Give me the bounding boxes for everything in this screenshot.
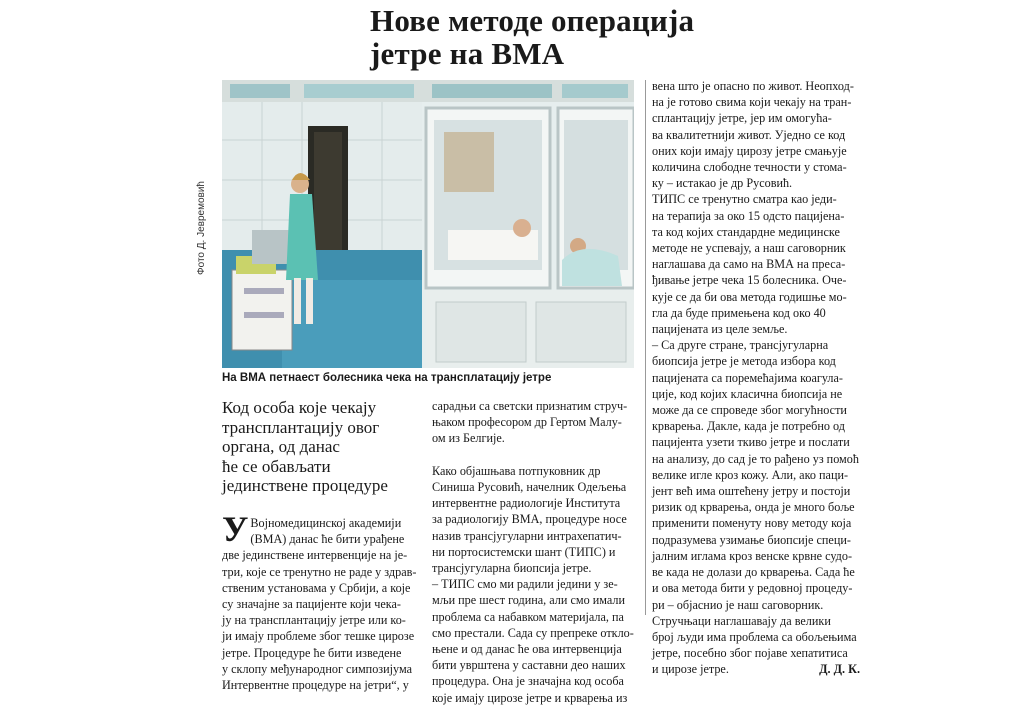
text-line: ризик од крварења, онда је много боље bbox=[652, 500, 855, 515]
text-line: крварења. Дакле, када је потребно од bbox=[652, 419, 845, 434]
text-line: – ТИПС смо ми радили једини у зе- bbox=[432, 577, 618, 592]
text-line: може да се спроведе због могућности bbox=[652, 403, 847, 418]
lead-line: органа, од данас bbox=[222, 437, 340, 456]
text-line: интервентне радиологије Института bbox=[432, 496, 621, 511]
text-line: три, које се тренутно не раде у здрав- bbox=[222, 564, 417, 579]
text-line: ва квалитетнији живот. Уједно се код bbox=[652, 127, 846, 142]
text-line: на анализу, до сад је то рађено уз помоћ bbox=[652, 451, 859, 466]
text-line: (ВМА) данас ће бити урађене bbox=[250, 532, 405, 547]
text-line: ји имају проблеме због тешке цирозе bbox=[222, 629, 415, 644]
text-line: назив трансјугуларни интрахепатич- bbox=[432, 528, 622, 543]
text-line: ственим установама у Србији, а које bbox=[222, 580, 411, 595]
drop-cap: У bbox=[222, 509, 249, 549]
body-column-1 bbox=[222, 509, 418, 693]
text-line: ни портосистемски шант (ТИПС) и bbox=[432, 544, 616, 559]
text-line: гла да буде примењена код око 40 bbox=[652, 305, 826, 320]
text-line: ције, код којих класична биопсија не bbox=[652, 386, 843, 401]
text-line: пацијената са поремећајима коагула- bbox=[652, 370, 843, 385]
author-signature: Д. Д. К. bbox=[819, 662, 860, 677]
text-line: њене и од данас ће ова интервенција bbox=[432, 642, 622, 657]
text-line bbox=[432, 447, 632, 463]
text-line: применити поменуту нову методу која bbox=[652, 516, 852, 531]
article-headline bbox=[370, 4, 700, 70]
text-line: које имају цирозе јетре и крварења из bbox=[432, 690, 628, 705]
lead-line: Код особа које чекају bbox=[222, 398, 377, 417]
text-line: ри – објаснио је наш саговорник. bbox=[652, 597, 824, 612]
text-line: Како објашњава потпуковник др bbox=[432, 463, 601, 478]
text-line: и цирозе јетре. bbox=[652, 662, 729, 677]
text-line: количина слободне течности у стома- bbox=[652, 160, 847, 175]
text-line: оних који имају цирозу јетре смањује bbox=[652, 143, 847, 158]
text-line: ку – истакао је др Русовић. bbox=[652, 176, 793, 191]
text-line: њаком професором др Гертом Малу- bbox=[432, 415, 622, 430]
text-line: јалним иглама кроз венске крвне судо- bbox=[652, 548, 853, 563]
lead-line: јединствене процедуре bbox=[222, 476, 388, 495]
text-line: проблема са набавком материјала, па bbox=[432, 609, 624, 624]
text-line: Интервентне процедуре на јетри“, у bbox=[222, 678, 409, 693]
photo-caption: На ВМА петнаест болесника чека на трансплатацију јетре bbox=[222, 372, 552, 384]
text-line: вена што је опасно по живот. Неопход- bbox=[652, 79, 854, 93]
headline-line-1: Нове методе операција bbox=[370, 3, 695, 38]
text-line: мљи пре шест година, али смо имали bbox=[432, 593, 625, 608]
text-line: сплантацију јетре, јер им омогућа- bbox=[652, 111, 832, 126]
article-lead bbox=[222, 398, 422, 496]
headline-line-2: јетре на ВМА bbox=[370, 36, 565, 71]
body-column-3 bbox=[652, 78, 860, 678]
text-line: подразумева узимање биопсије специ- bbox=[652, 532, 851, 547]
text-line: број људи има проблема са обољењима bbox=[652, 629, 857, 644]
text-line: наглашава да само на ВМА на преса- bbox=[652, 257, 846, 272]
text-line: процедура. Она је значајна код особа bbox=[432, 674, 624, 689]
text-line: на је готово свима који чекају на тран- bbox=[652, 95, 852, 110]
text-line: та код којих стандардне медицинске bbox=[652, 224, 840, 239]
text-line: методе не успевају, а наш саговорник bbox=[652, 241, 846, 256]
text-line: су значајне за пацијенте који чека- bbox=[222, 597, 401, 612]
photo-credit: Фото Д. Јевремовић bbox=[196, 181, 207, 275]
text-line: на терапија за око 15 одсто пацијена- bbox=[652, 208, 845, 223]
text-line: сарадњи са светски признатим струч- bbox=[432, 399, 628, 413]
hospital-room-photo bbox=[222, 80, 634, 368]
text-line: пацијената из целе земље. bbox=[652, 322, 788, 337]
text-line: ве када не долази до крварења. Сада ће bbox=[652, 565, 855, 580]
text-line: Синиша Русовић, начелник Одељења bbox=[432, 480, 627, 495]
body-column-2 bbox=[432, 398, 632, 706]
text-line: ТИПС се тренутно сматра као једи- bbox=[652, 192, 837, 207]
lead-line: ће се обављати bbox=[222, 456, 331, 476]
text-line: бити уврштена у саставни део наших bbox=[432, 658, 626, 673]
text-line: – Са друге стране, трансјугуларна bbox=[652, 338, 829, 353]
text-line: кује се да би ова метода годишње мо- bbox=[652, 289, 847, 304]
text-line: биопсија јетре је метода избора код bbox=[652, 354, 836, 369]
text-line: у склопу међународног симпозијума bbox=[222, 661, 412, 676]
text-line: јент већ има оштећену јетру и постоји bbox=[652, 484, 851, 499]
lead-line: трансплантацију овог bbox=[222, 417, 380, 437]
text-line: ју на трансплантацију јетре или ко- bbox=[222, 613, 406, 628]
text-line: и ова метода бити у редовној процеду- bbox=[652, 581, 853, 596]
text-line: ђивање јетре чека 15 болесника. Оче- bbox=[652, 273, 847, 288]
text-line: смо престали. Сада су препреке откло- bbox=[432, 625, 634, 640]
text-line: за радиологију ВМА, процедуре носе bbox=[432, 512, 627, 527]
text-line: Војномедицинској академији bbox=[250, 516, 402, 530]
text-line: две јединствене интервенције на је- bbox=[222, 548, 408, 563]
text-line: Стручњаци наглашавају да велики bbox=[652, 613, 831, 628]
text-line: пацијента узети ткиво јетре и послати bbox=[652, 435, 850, 450]
photo-illustration bbox=[222, 80, 634, 368]
column-divider bbox=[645, 80, 646, 615]
text-line: јетре, посебно због појаве хепатитиса bbox=[652, 646, 848, 661]
text-line: јетре. Процедуре ће бити изведене bbox=[222, 645, 402, 660]
text-line: трансјугуларна биопсија јетре. bbox=[432, 561, 592, 576]
text-line: велике игле кроз кожу. Али, ако паци- bbox=[652, 467, 849, 482]
text-line: ом из Белгије. bbox=[432, 431, 505, 446]
